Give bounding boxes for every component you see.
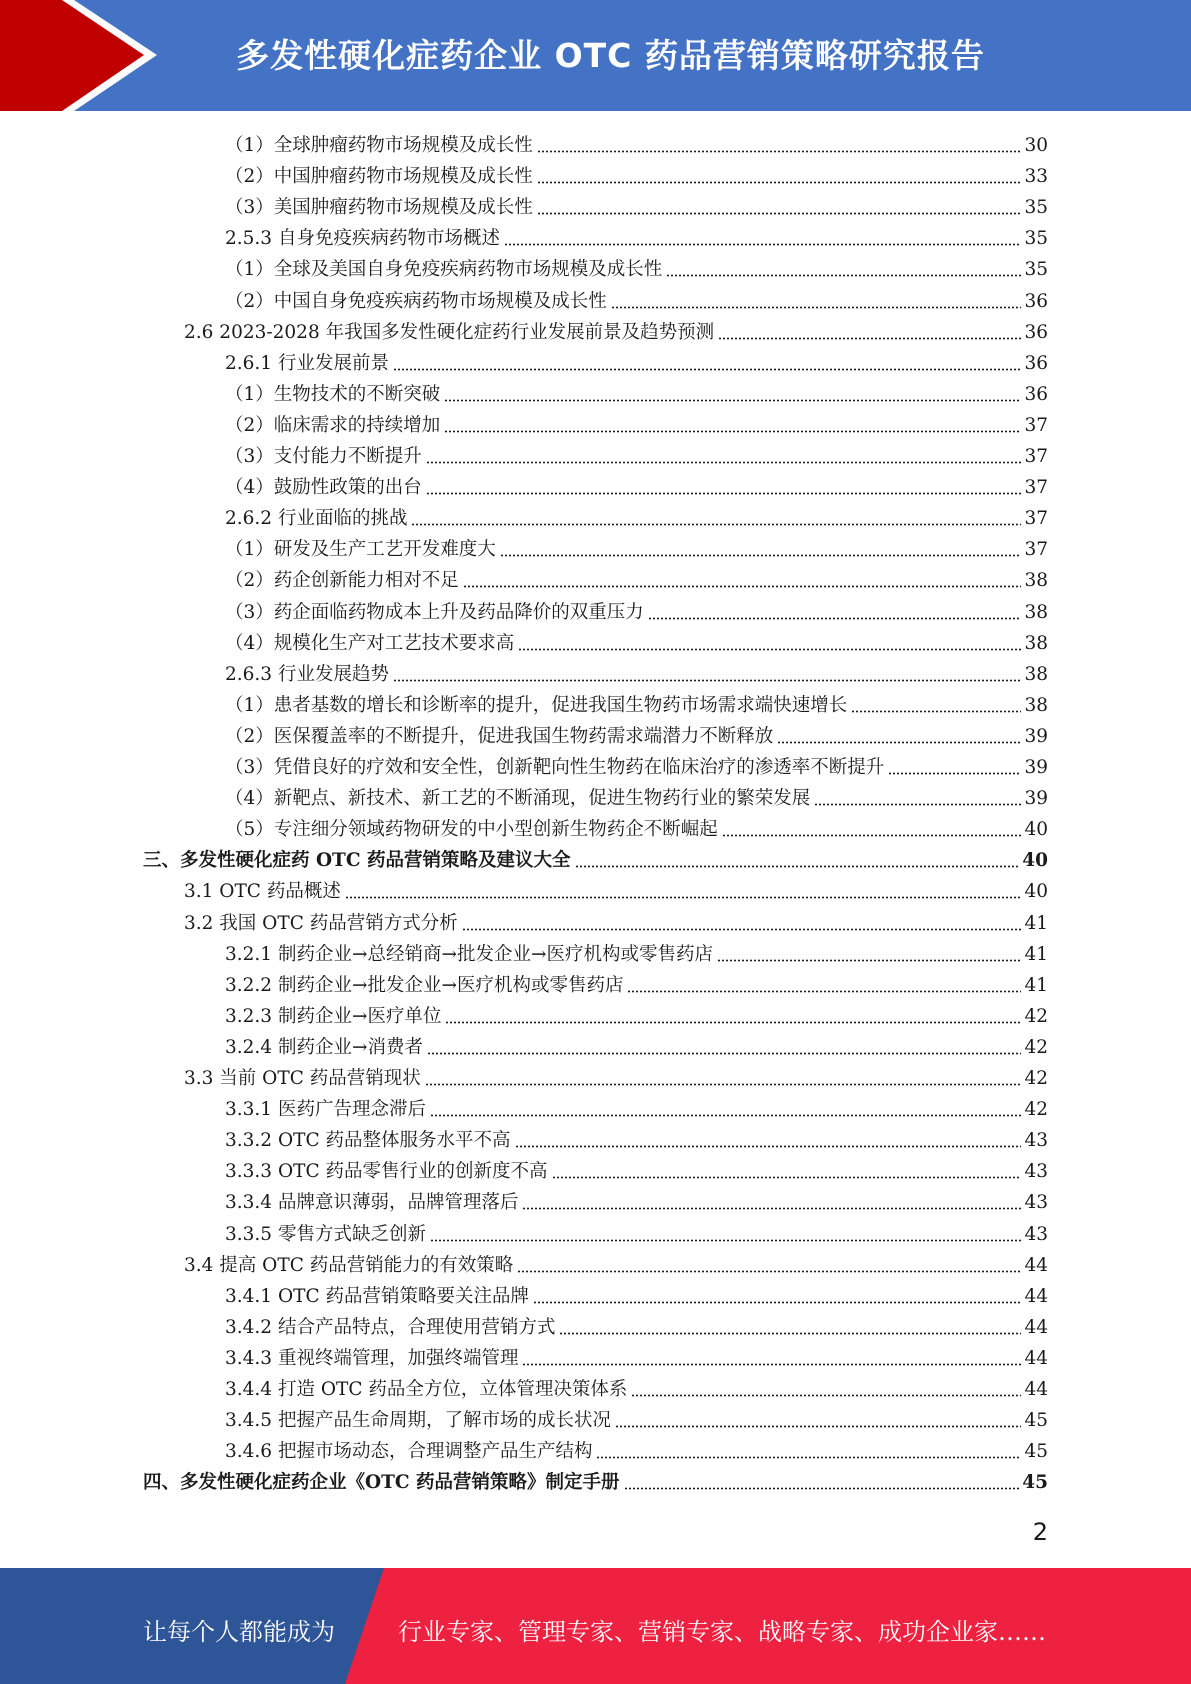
toc-entry-label: （1）全球及美国自身免疫疾病药物市场规模及成长性 [225, 259, 663, 281]
toc-entry-page: 41 [1024, 912, 1048, 934]
toc-entry[interactable] [184, 1247, 1048, 1278]
toc-entry[interactable] [225, 718, 1048, 749]
toc-entry-page: 41 [1024, 974, 1048, 996]
toc-dot-leader [504, 243, 1021, 246]
toc-entry[interactable] [225, 469, 1048, 500]
toc-entry-label: 3.3.2 OTC 药品整体服务水平不高 [225, 1130, 511, 1152]
toc-entry[interactable] [225, 1216, 1048, 1247]
toc-dot-leader [631, 1394, 1021, 1397]
toc-entry-label: 3.3.1 医药广告理念滞后 [225, 1099, 426, 1121]
toc-entry[interactable] [225, 749, 1048, 780]
toc-entry[interactable] [225, 780, 1048, 811]
footer-slogan-right: 行业专家、管理专家、营销专家、战略专家、成功企业家…… [398, 1618, 1046, 1646]
toc-entry-label: （4）鼓励性政策的出台 [225, 477, 422, 499]
toc-entry-label: （1）全球肿瘤药物市场规模及成长性 [225, 135, 533, 156]
toc-entry-page: 37 [1024, 477, 1048, 499]
toc-entry[interactable] [225, 1091, 1048, 1122]
footer-slogan-left: 让每个人都能成为 [143, 1618, 335, 1646]
toc-entry-label: （3）支付能力不断提升 [225, 446, 422, 467]
toc-entry-page: 39 [1024, 725, 1048, 747]
toc-entry-label: 2.6.2 行业面临的挑战 [225, 508, 408, 530]
toc-entry-page: 35 [1024, 259, 1048, 281]
toc-entry-page: 37 [1024, 414, 1048, 436]
toc-dot-leader [522, 1363, 1021, 1366]
toc-entry[interactable] [225, 1340, 1048, 1371]
toc-entry-label: （2）中国肿瘤药物市场规模及成长性 [225, 166, 533, 188]
toc-dot-leader [345, 896, 1022, 899]
toc-entry-label: 3.4.4 打造 OTC 药品全方位，立体管理决策体系 [225, 1379, 628, 1400]
toc-dot-leader [393, 679, 1021, 682]
toc-entry[interactable] [225, 1153, 1048, 1184]
toc-entry[interactable] [225, 251, 1048, 282]
toc-entry-label: （5）专注细分领域药物研发的中小型创新生物药企不断崛起 [225, 819, 718, 841]
toc-entry-label: 2.6 2023-2028 年我国多发性硬化症药行业发展前景及趋势预测 [184, 321, 715, 343]
toc-entry[interactable] [225, 1433, 1048, 1464]
toc-entry-page: 35 [1024, 228, 1048, 250]
toc-dot-leader [537, 212, 1022, 215]
toc-entry[interactable] [225, 158, 1048, 189]
toc-entry-page: 44 [1024, 1285, 1048, 1307]
toc-dot-leader [427, 1052, 1021, 1055]
toc-entry[interactable] [225, 594, 1048, 625]
toc-entry-label: （1）患者基数的增长和诊断率的提升，促进我国生物药市场需求端快速增长 [225, 694, 848, 716]
toc-entry[interactable] [225, 127, 1048, 158]
toc-entry-page: 39 [1024, 757, 1048, 778]
toc-entry[interactable] [225, 1309, 1048, 1340]
toc-entry-page: 37 [1024, 508, 1048, 530]
toc-entry-label: 3.2.2 制药企业→批发企业→医疗机构或零售药店 [225, 974, 624, 996]
toc-entry-page: 38 [1024, 570, 1048, 592]
toc-entry-label: 三、多发性硬化症药 OTC 药品营销策略及建议大全 [143, 850, 571, 872]
toc-entry-label: （4）新靶点、新技术、新工艺的不断涌现，促进生物药行业的繁荣发展 [225, 788, 811, 810]
toc-entry[interactable] [225, 625, 1048, 656]
toc-entry-page: 30 [1024, 135, 1048, 156]
toc-entry-label: （4）规模化生产对工艺技术要求高 [225, 632, 515, 654]
toc-entry-label: （3）美国肿瘤药物市场规模及成长性 [225, 197, 533, 219]
toc-entry-page: 38 [1024, 663, 1048, 685]
toc-entry-label: （2）临床需求的持续增加 [225, 414, 441, 436]
toc-entry-label: 3.4.1 OTC 药品营销策略要关注品牌 [225, 1285, 529, 1307]
toc-entry-page: 38 [1024, 601, 1048, 623]
toc-dot-leader [462, 928, 1022, 931]
toc-entry-label: 3.2.1 制药企业→总经销商→批发企业→医疗机构或零售药店 [225, 943, 713, 965]
toc-entry[interactable] [184, 873, 1048, 904]
toc-dot-leader [444, 399, 1021, 402]
toc-entry-page: 40 [1022, 850, 1048, 872]
toc-entry[interactable] [225, 687, 1048, 718]
toc-entry-label: （2）医保覆盖率的不断提升，促进我国生物药需求端潜力不断释放 [225, 725, 774, 747]
toc-entry-page: 42 [1024, 1099, 1048, 1121]
toc-entry-page: 38 [1024, 694, 1048, 716]
toc-entry-page: 36 [1024, 352, 1048, 374]
toc-entry-label: 3.4.3 重视终端管理，加强终端管理 [225, 1347, 519, 1369]
toc-entry[interactable] [225, 220, 1048, 251]
toc-dot-leader [559, 1332, 1021, 1335]
toc-entry-label: 3.4.6 把握市场动态，合理调整产品生产结构 [225, 1441, 593, 1463]
header-red-arrow [0, 0, 150, 111]
page-header [0, 0, 1191, 111]
toc-entry[interactable] [225, 438, 1048, 469]
toc-entry-page: 38 [1024, 632, 1048, 654]
toc-entry-page: 40 [1024, 819, 1048, 841]
toc-dot-leader [426, 492, 1022, 495]
toc-dot-leader [666, 274, 1021, 277]
toc-entry-page: 44 [1024, 1347, 1048, 1369]
toc-entry-label: （2）药企创新能力相对不足 [225, 570, 459, 592]
toc-entry[interactable] [143, 842, 1048, 873]
toc-entry-page: 45 [1024, 1441, 1048, 1463]
toc-entry[interactable] [225, 189, 1048, 220]
toc-entry[interactable] [184, 314, 1048, 345]
toc-entry[interactable] [225, 1402, 1048, 1433]
toc-entry-label: 3.3.5 零售方式缺乏创新 [225, 1223, 426, 1245]
toc-dot-leader [430, 1114, 1021, 1117]
toc-entry-page: 37 [1024, 446, 1048, 467]
toc-dot-leader [515, 1145, 1022, 1148]
toc-dot-leader [444, 430, 1021, 433]
toc-entry[interactable] [225, 1371, 1048, 1402]
toc-entry[interactable] [225, 1122, 1048, 1153]
toc-entry-label: 2.5.3 自身免疫疾病药物市场概述 [225, 228, 500, 250]
toc-entry-page: 40 [1024, 881, 1048, 903]
toc-entry-page: 45 [1022, 1472, 1048, 1494]
toc-entry[interactable] [225, 407, 1048, 438]
toc-dot-leader [393, 368, 1021, 371]
toc-dot-leader [430, 1239, 1021, 1242]
toc-entry-page: 44 [1024, 1379, 1048, 1400]
toc-entry[interactable] [225, 283, 1048, 314]
toc-entry-label: 3.2.4 制药企业→消费者 [225, 1036, 423, 1058]
toc-dot-leader [537, 181, 1022, 184]
toc-dot-leader [814, 803, 1021, 806]
toc-dot-leader [537, 150, 1022, 153]
toc-dot-leader [718, 337, 1021, 340]
toc-dot-leader [518, 648, 1021, 651]
toc-entry-page: 36 [1024, 321, 1048, 343]
toc-entry-page: 39 [1024, 788, 1048, 810]
toc-dot-leader [648, 617, 1022, 620]
toc-entry[interactable] [225, 1278, 1048, 1309]
toc-entry[interactable] [184, 1060, 1048, 1091]
toc-entry-page: 43 [1024, 1161, 1048, 1183]
toc-entry[interactable] [225, 531, 1048, 562]
toc-dot-leader [624, 1487, 1020, 1490]
toc-entry-page: 45 [1024, 1410, 1048, 1432]
toc-dot-leader [533, 1301, 1021, 1304]
toc-entry[interactable] [225, 967, 1048, 998]
toc-entry-label: 3.3.3 OTC 药品零售行业的创新度不高 [225, 1161, 548, 1183]
toc-entry-label: 3.3.4 品牌意识薄弱，品牌管理落后 [225, 1192, 519, 1214]
toc-entry[interactable] [225, 376, 1048, 407]
toc-entry-page: 44 [1024, 1316, 1048, 1338]
toc-entry-page: 43 [1024, 1192, 1048, 1214]
toc-entry-page: 42 [1024, 1005, 1048, 1027]
toc-dot-leader [463, 585, 1022, 588]
toc-entry[interactable] [184, 905, 1048, 936]
toc-entry-label: （2）中国自身免疫疾病药物市场规模及成长性 [225, 290, 607, 312]
toc-entry-page: 42 [1024, 1036, 1048, 1058]
toc-dot-leader [722, 834, 1022, 837]
toc-dot-leader [445, 1021, 1021, 1024]
toc-entry[interactable] [225, 562, 1048, 593]
toc-dot-leader [851, 710, 1021, 713]
toc-entry-page: 42 [1024, 1068, 1048, 1089]
toc-entry-page: 37 [1024, 539, 1048, 561]
toc-entry-label: 3.3 当前 OTC 药品营销现状 [184, 1068, 421, 1089]
toc-dot-leader [552, 1176, 1022, 1179]
report-title: 多发性硬化症药企业 OTC 药品营销策略研究报告 [236, 36, 985, 75]
toc-dot-leader [500, 554, 1022, 557]
toc-dot-leader [615, 1425, 1021, 1428]
toc-entry[interactable] [225, 656, 1048, 687]
toc-dot-leader [517, 1270, 1021, 1273]
page-number: 2 [1032, 1518, 1048, 1546]
toc-dot-leader [777, 741, 1021, 744]
toc-entry-page: 36 [1024, 383, 1048, 405]
toc-entry-page: 36 [1024, 290, 1048, 312]
toc-entry[interactable] [225, 1184, 1048, 1215]
toc-entry-label: 3.4.2 结合产品特点，合理使用营销方式 [225, 1316, 556, 1338]
toc-entry-label: （1）生物技术的不断突破 [225, 383, 441, 405]
toc-dot-leader [627, 990, 1021, 993]
toc-entry[interactable] [225, 998, 1048, 1029]
toc-entry-label: 2.6.1 行业发展前景 [225, 352, 389, 374]
toc-entry-label: （3）凭借良好的疗效和安全性，创新靶向性生物药在临床治疗的渗透率不断提升 [225, 757, 885, 778]
toc-dot-leader [426, 461, 1022, 464]
toc-dot-leader [611, 306, 1022, 309]
toc-entry-page: 43 [1024, 1130, 1048, 1152]
toc-entry-label: （3）药企面临药物成本上升及药品降价的双重压力 [225, 601, 644, 623]
toc-entry-page: 41 [1024, 943, 1048, 965]
toc-entry[interactable] [225, 345, 1048, 376]
toc-dot-leader [575, 865, 1020, 868]
toc-entry-label: 2.6.3 行业发展趋势 [225, 663, 389, 685]
toc-entry-label: （1）研发及生产工艺开发难度大 [225, 539, 496, 561]
toc-entry[interactable] [143, 1464, 1048, 1495]
page-footer [0, 1568, 1191, 1684]
toc-entry-page: 33 [1024, 166, 1048, 188]
toc-entry-page: 35 [1024, 197, 1048, 219]
toc-dot-leader [596, 1456, 1021, 1459]
toc-entry[interactable] [225, 811, 1048, 842]
toc-entry-page: 44 [1024, 1254, 1048, 1276]
toc-dot-leader [425, 1083, 1022, 1086]
toc-entry-label: 四、多发性硬化症药企业《OTC 药品营销策略》制定手册 [143, 1472, 620, 1494]
toc-dot-leader [522, 1207, 1021, 1210]
toc-dot-leader [411, 523, 1021, 526]
toc-entry-label: 3.4.5 把握产品生命周期，了解市场的成长状况 [225, 1410, 611, 1432]
toc-dot-leader [717, 959, 1021, 962]
toc-entry[interactable] [225, 936, 1048, 967]
toc-entry-label: 3.4 提高 OTC 药品营销能力的有效策略 [184, 1254, 514, 1276]
toc-entry-label: 3.2.3 制药企业→医疗单位 [225, 1005, 442, 1027]
toc-entry[interactable] [225, 500, 1048, 531]
toc-entry-page: 43 [1024, 1223, 1048, 1245]
toc-entry-label: 3.2 我国 OTC 药品营销方式分析 [184, 912, 458, 934]
toc-entry-label: 3.1 OTC 药品概述 [184, 881, 341, 903]
toc-entry[interactable] [225, 1029, 1048, 1060]
toc-dot-leader [888, 772, 1021, 775]
